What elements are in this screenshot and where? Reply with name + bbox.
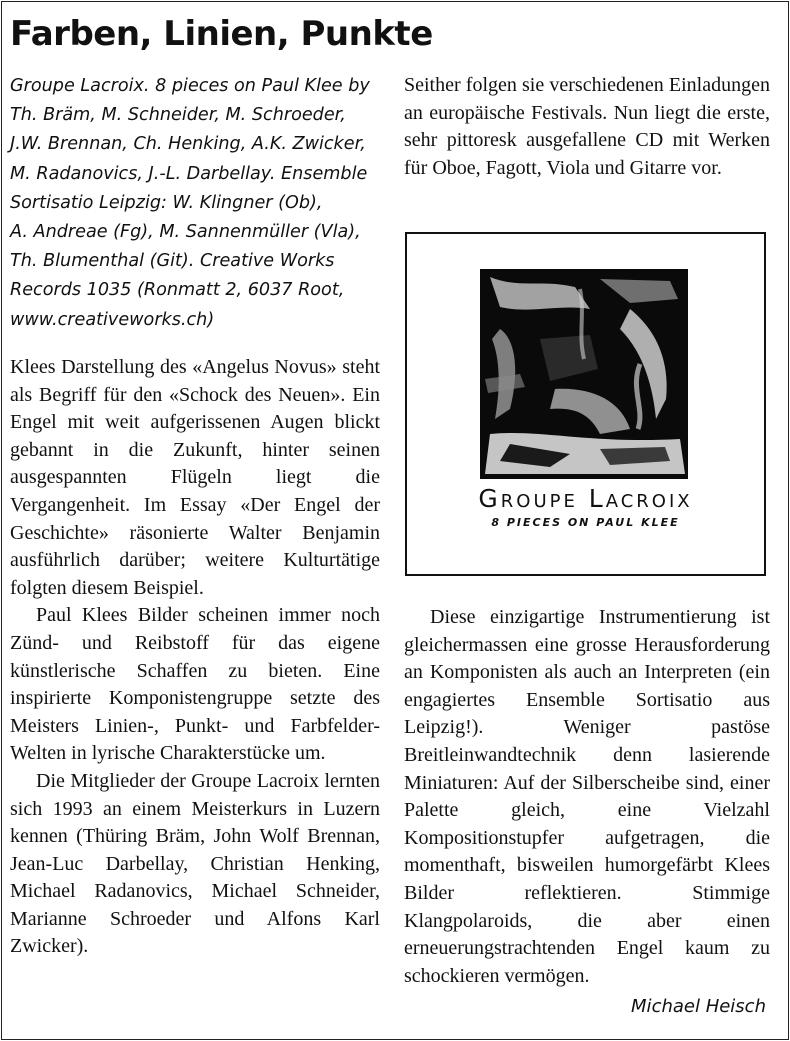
paragraph: Diese einzigartige Instrumentierung ist gleichermassen eine grosse Herausforderung an Komponisten als auch an Interpreten (ein engagiertes Ensemble Sortisatio aus Leipzig!). Weniger pastöse Breitleinwandtechnik denn lasierende Miniaturen: Auf der Silberscheibe sind, einer Palette gleich, eine Vielzahl Kompositionstupfer aufgetragen, die momenthaft, bisweilen humorgefärbt Klees Bilder reflektieren. Stimmige Klangpolaroids, die aber einen erneuerungstrachtenden Engel kaum zu schockieren vermögen.	[404, 606, 770, 987]
credit-line: www.creativeworks.ch)	[10, 309, 215, 330]
credit-line: Groupe Lacroix. 8 pieces on Paul Klee by	[10, 76, 370, 96]
cd-cover	[405, 232, 766, 576]
cd-band-name: Groupe Lacroix	[478, 484, 693, 513]
article-title: Farben, Linien, Punkte	[10, 14, 433, 54]
right-column-intro	[404, 72, 770, 182]
cd-subtitle: 8 PIECES ON PAUL KLEE	[491, 516, 680, 529]
left-column-body	[10, 354, 380, 961]
right-column-body	[404, 604, 770, 990]
credit-line: Records 1035 (Ronmatt 2, 6037 Root,	[10, 280, 345, 301]
paragraph: Paul Klees Bilder scheinen immer noch Zünd- und Reibstoff für das eigene künstlerische Schaffen zu bieten. Eine inspirierte Komponistengruppe setzte des Meisters Linien-, Punkt- und Farbfelder-Welten in lyrische Charakterstücke um.	[10, 604, 380, 765]
author-signature: Michael Heisch	[631, 996, 766, 1017]
paragraph: Klees Darstellung des «Angelus Novus» steht als Begriff für den «Schock des Neuen». Ein Engel mit weit aufgerissenen Augen blickt gebannt in die Zukunft, hinter seinen ausgespannten Flügeln liegt die Vergangenheit. Im Essay «Der Engel der Geschichte» räsonierte Walter Benjamin ausführlich darüber; weitere Kulturtätige folgten diesem Beispiel.	[10, 356, 380, 599]
credit-line: M. Radanovics, J.-L. Darbellay. Ensemble	[10, 163, 368, 184]
paragraph: Die Mitglieder der Groupe Lacroix lernten sich 1993 an einem Meisterkurs in Luzern kennen (Thüring Bräm, John Wolf Brennan, Jean-Luc Darbellay, Christian Henking, Michael Radanovics, Michael Schneider, Marianne Schroeder und Alfons Karl Zwicker).	[10, 769, 380, 958]
album-credits	[10, 72, 380, 335]
credit-line: Sortisatio Leipzig: W. Klingner (Ob),	[10, 192, 323, 213]
credit-line: J.W. Brennan, Ch. Henking, A.K. Zwicker,	[10, 134, 366, 155]
cover-artwork	[480, 269, 688, 479]
credit-line: A. Andreae (Fg), M. Sannenmüller (Vla),	[10, 222, 361, 243]
credit-line: Th. Blumenthal (Git). Creative Works	[10, 251, 335, 272]
credit-line: Th. Bräm, M. Schneider, M. Schroeder,	[10, 105, 346, 126]
paragraph: Seither folgen sie verschiedenen Einladungen an europäische Festivals. Nun liegt die erste, sehr pittoresk ausgefallene CD mit Werken für Oboe, Fagott, Viola und Gitarre vor.	[404, 74, 770, 179]
